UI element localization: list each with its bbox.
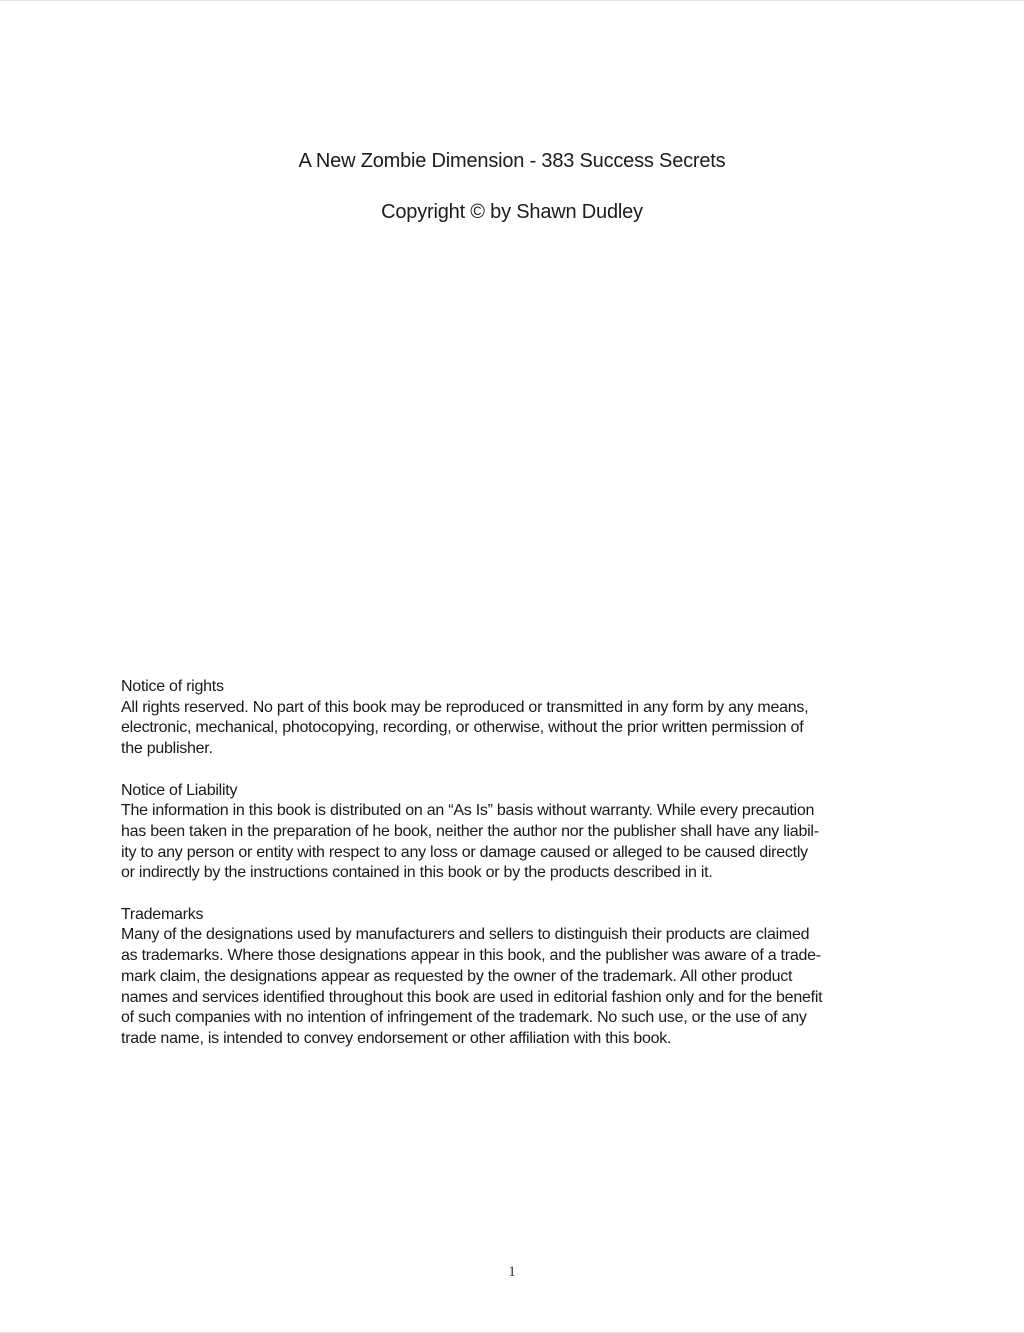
legal-notices — [121, 677, 921, 1070]
paragraph-line: of such companies with no intention of infringement of the trademark. No such use, or the use of any — [121, 1009, 807, 1027]
notice-of-liability-section — [121, 781, 921, 885]
paragraph-line: mark claim, the designations appear as requested by the owner of the trademark. All other product — [121, 967, 793, 985]
paragraph-line: Many of the designations used by manufacturers and sellers to distinguish their products are claimed — [121, 926, 810, 944]
section-heading: Notice of Liability — [121, 781, 238, 799]
paragraph-line: or indirectly by the instructions contained in this book or by the products described in it. — [121, 864, 713, 882]
paragraph-line: The information in this book is distributed on an “As Is” basis without warranty. While every precaution — [121, 802, 815, 820]
paragraph-line: has been taken in the preparation of he book, neither the author nor the publisher shall have any liabil- — [121, 822, 819, 840]
paragraph-line: ity to any person or entity with respect to any loss or damage caused or alleged to be caused directly — [121, 843, 808, 861]
paragraph-line: the publisher. — [121, 740, 213, 758]
notice-of-rights-section — [121, 677, 921, 760]
paragraph-line: trade name, is intended to convey endorsement or other affiliation with this book. — [121, 1029, 672, 1047]
trademarks-section — [121, 905, 921, 1050]
book-title: A New Zombie Dimension - 383 Success Secrets — [298, 150, 726, 172]
paragraph-line: as trademarks. Where those designations appear in this book, and the publisher was aware of a trade- — [121, 947, 821, 965]
section-heading: Notice of rights — [121, 678, 224, 695]
paragraph-line: names and services identified throughout this book are used in editorial fashion only and for the benefit — [121, 988, 823, 1006]
paragraph-line: All rights reserved. No part of this book may be reproduced or transmitted in any form by any means, — [121, 698, 809, 716]
copyright-line: Copyright © by Shawn Dudley — [381, 201, 643, 223]
section-heading: Trademarks — [121, 905, 204, 923]
page-number: 1 — [508, 1264, 516, 1280]
paragraph-line: electronic, mechanical, photocopying, recording, or otherwise, without the prior written permission of — [121, 719, 804, 737]
